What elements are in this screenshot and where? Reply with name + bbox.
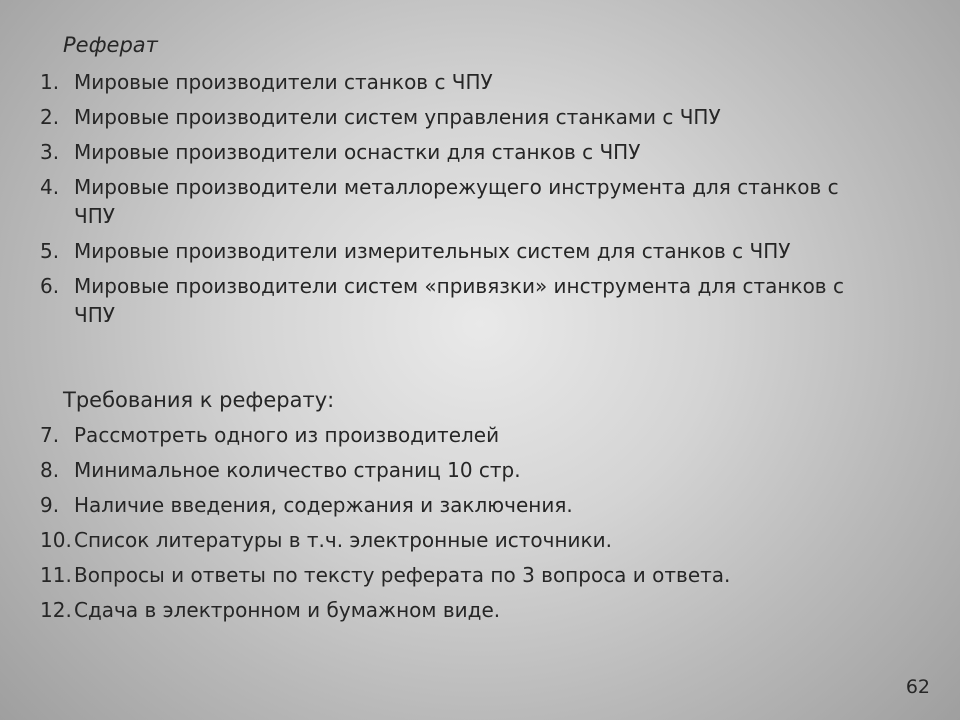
item-text: Вопросы и ответы по тексту реферата по 3 вопроса и ответа. [74,563,731,587]
item-number: 12. [40,598,72,622]
list-item [40,237,920,266]
list-item [40,68,920,97]
item-number: 8. [40,458,60,482]
item-number: 1. [40,70,60,94]
item-text: Наличие введения, содержания и заключения. [74,493,573,517]
item-text: Мировые производители систем «привязки» инструмента для станков с ЧПУ [74,274,844,327]
list-item [40,561,920,590]
list-item [40,173,920,231]
item-number: 11. [40,563,72,587]
item-text: Мировые производители металлорежущего инструмента для станков с ЧПУ [74,175,839,228]
item-number: 6. [40,274,60,298]
item-text: Список литературы в т.ч. электронные источники. [74,528,612,552]
list-item [40,491,920,520]
section-title-referat: Реферат [63,33,158,57]
list-item [40,272,920,330]
item-number: 9. [40,493,60,517]
item-number: 7. [40,423,60,447]
item-number: 4. [40,175,60,199]
list-item [40,526,920,555]
topic-list [40,68,920,336]
list-item [40,456,920,485]
item-text: Рассмотреть одного из производителей [74,423,500,447]
list-item [40,103,920,132]
item-text: Сдача в электронном и бумажном виде. [74,598,501,622]
page-number: 62 [905,676,930,698]
item-text: Мировые производители станков с ЧПУ [74,70,493,94]
item-text: Минимальное количество страниц 10 стр. [74,458,521,482]
item-number: 5. [40,239,60,263]
item-text: Мировые производители оснастки для станков с ЧПУ [74,140,641,164]
item-text: Мировые производители систем управления станками с ЧПУ [74,105,721,129]
requirements-list [40,421,920,631]
item-text: Мировые производители измерительных систем для станков с ЧПУ [74,239,791,263]
list-item [40,138,920,167]
list-item [40,421,920,450]
item-number: 10. [40,528,72,552]
item-number: 3. [40,140,60,164]
section-title-requirements: Требования к реферату: [63,388,335,412]
list-item [40,596,920,625]
item-number: 2. [40,105,60,129]
